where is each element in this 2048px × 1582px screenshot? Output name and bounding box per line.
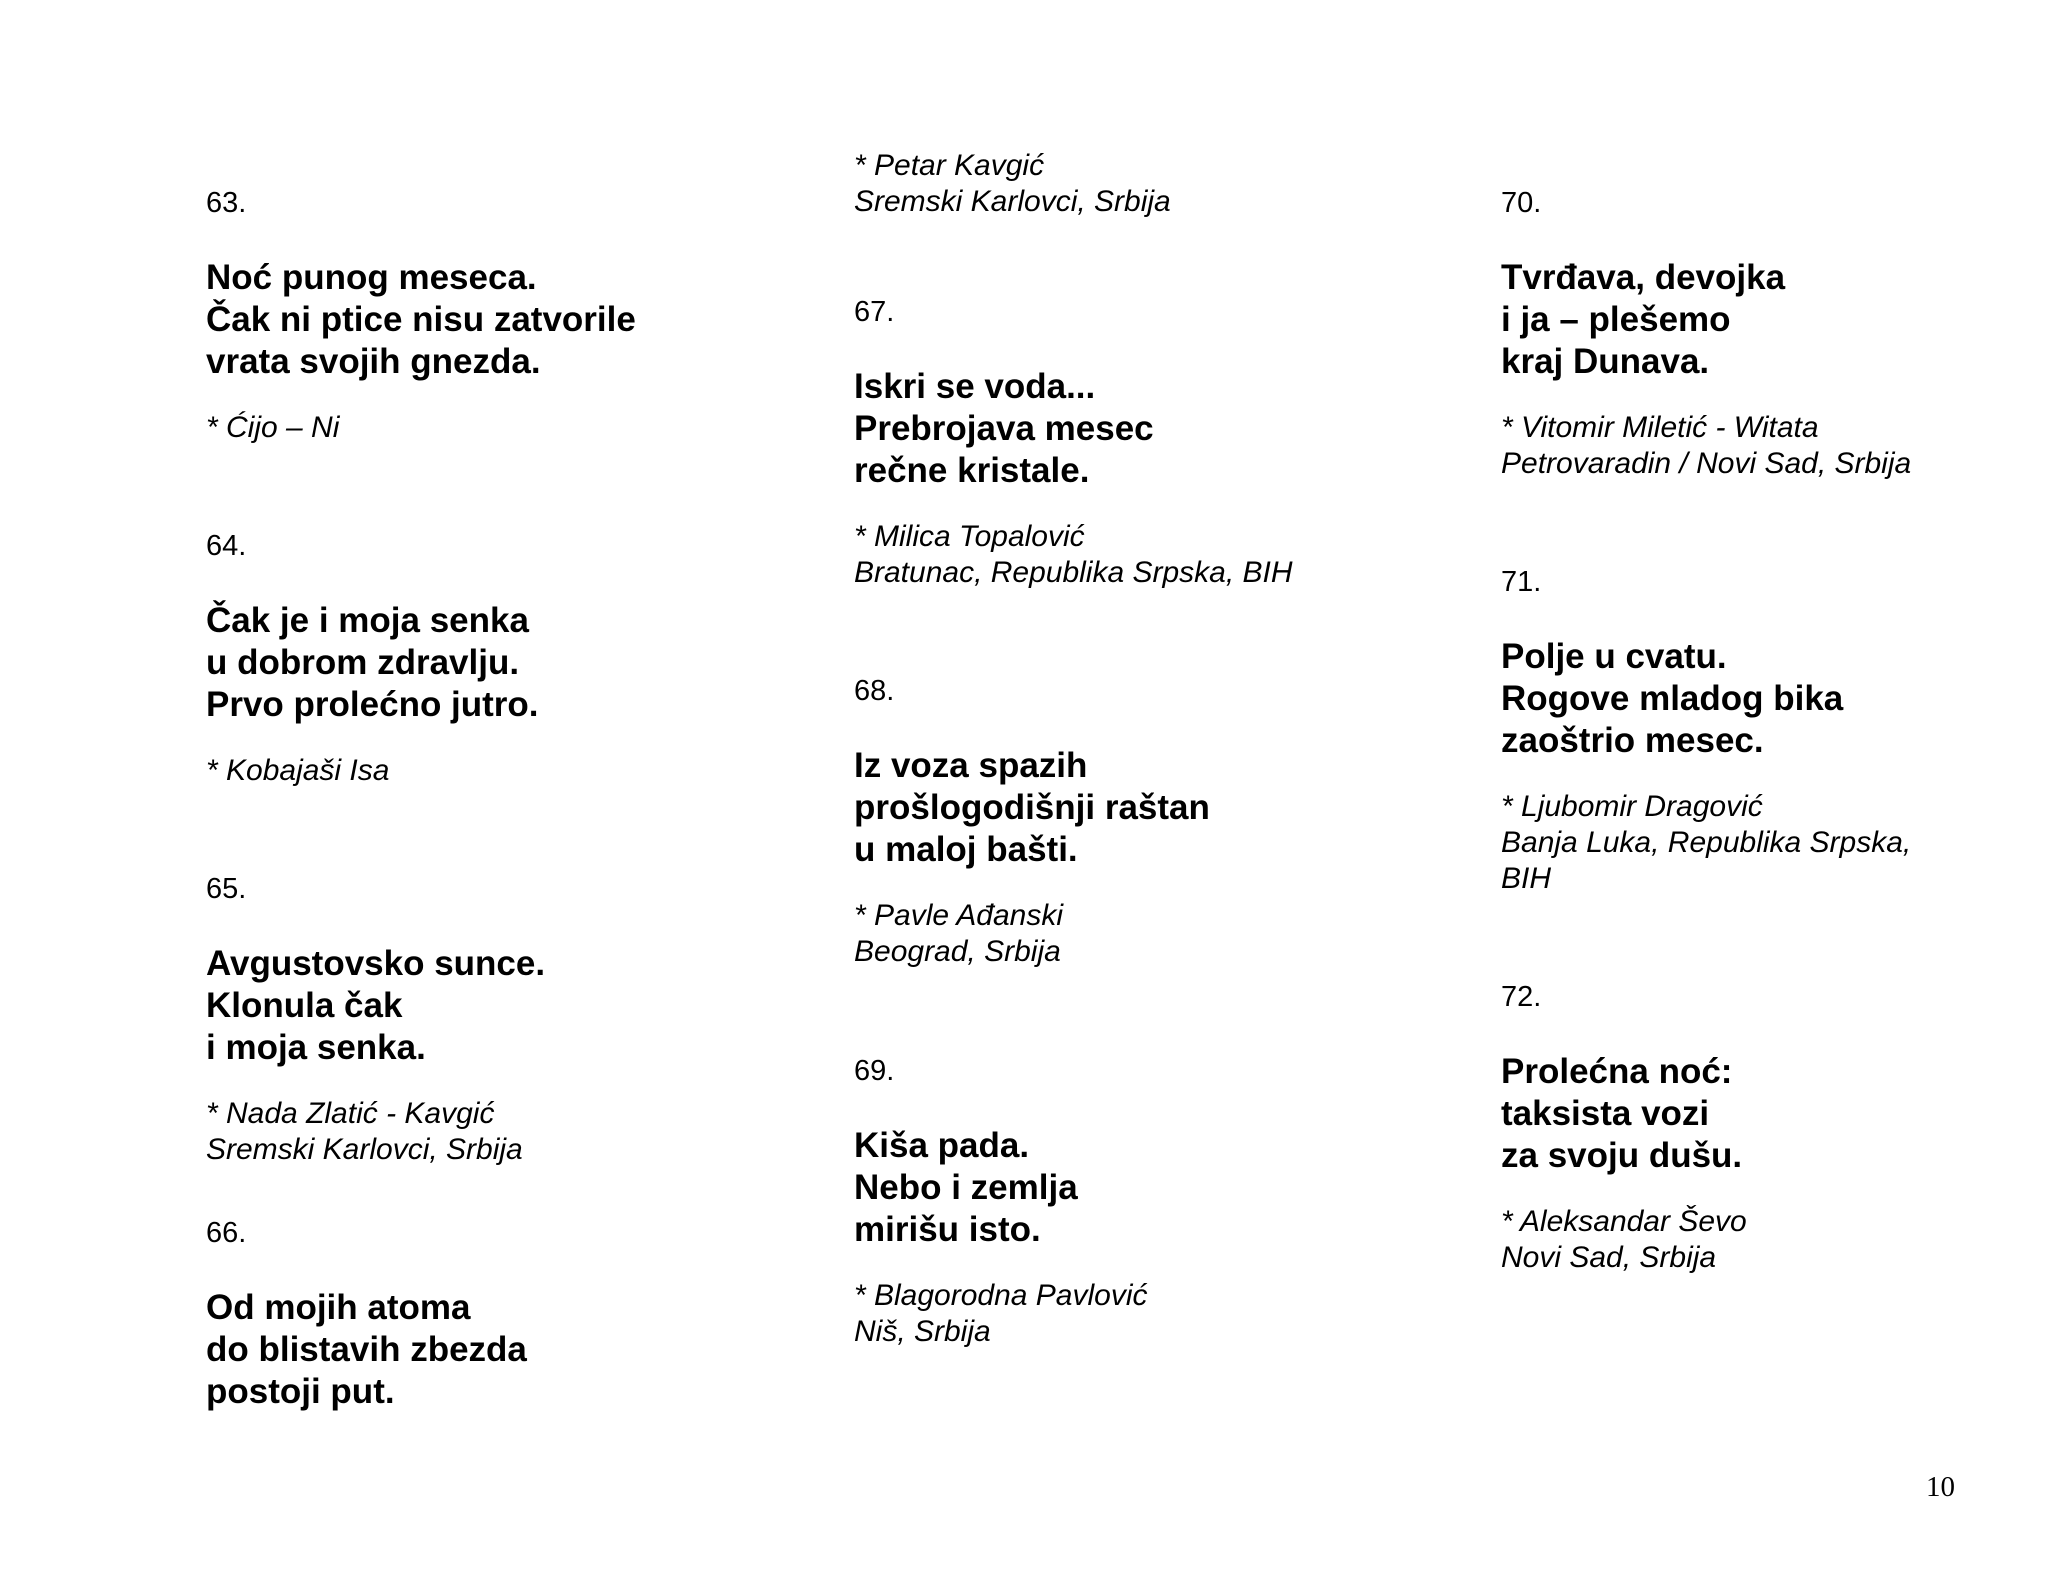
haiku-text bbox=[206, 943, 806, 1069]
haiku-line: za svoju dušu. bbox=[1501, 1136, 1743, 1175]
haiku-66-credit bbox=[854, 148, 1454, 220]
haiku-text bbox=[1501, 636, 2048, 762]
credit-line: * Vitomir Miletić - Witata bbox=[1501, 411, 1819, 444]
haiku-line: mirišu isto. bbox=[854, 1210, 1041, 1249]
haiku-line: Prvo prolećno jutro. bbox=[206, 685, 539, 724]
haiku-64 bbox=[206, 528, 806, 789]
credit-line: BIH bbox=[1501, 862, 1552, 895]
haiku-line: Čak je i moja senka bbox=[206, 601, 529, 640]
haiku-line: taksista vozi bbox=[1501, 1094, 1710, 1133]
haiku-70 bbox=[1501, 185, 2048, 482]
credit-line: Niš, Srbija bbox=[854, 1315, 991, 1348]
credit-line: Novi Sad, Srbija bbox=[1501, 1241, 1717, 1274]
haiku-line: Tvrđava, devojka bbox=[1501, 258, 1786, 297]
haiku-number: 70. bbox=[1501, 187, 1542, 219]
haiku-line: rečne kristale. bbox=[854, 451, 1090, 490]
haiku-credit bbox=[1501, 410, 2048, 482]
haiku-credit bbox=[206, 1096, 806, 1168]
haiku-line: Iskri se voda... bbox=[854, 367, 1096, 406]
credit-line: Sremski Karlovci, Srbija bbox=[206, 1133, 523, 1166]
haiku-line: u dobrom zdravlju. bbox=[206, 643, 520, 682]
haiku-number: 64. bbox=[206, 530, 247, 562]
haiku-line: Klonula čak bbox=[206, 986, 403, 1025]
haiku-line: Avgustovsko sunce. bbox=[206, 944, 546, 983]
haiku-line: i moja senka. bbox=[206, 1028, 426, 1067]
haiku-line: Od mojih atoma bbox=[206, 1288, 471, 1327]
credit-line: * Pavle Ađanski bbox=[854, 899, 1064, 932]
haiku-number: 71. bbox=[1501, 566, 1542, 598]
credit-line: Petrovaradin / Novi Sad, Srbija bbox=[1501, 447, 1912, 480]
haiku-text bbox=[854, 745, 1454, 871]
haiku-line: zaoštrio mesec. bbox=[1501, 721, 1764, 760]
haiku-credit bbox=[206, 410, 806, 446]
haiku-line: Iz voza spazih bbox=[854, 746, 1088, 785]
haiku-line: kraj Dunava. bbox=[1501, 342, 1710, 381]
haiku-credit bbox=[206, 753, 806, 789]
haiku-credit bbox=[854, 148, 1454, 220]
haiku-68 bbox=[854, 673, 1454, 970]
credit-line: * Ljubomir Dragović bbox=[1501, 790, 1763, 823]
haiku-line: Polje u cvatu. bbox=[1501, 637, 1727, 676]
haiku-credit bbox=[854, 519, 1454, 591]
haiku-number: 66. bbox=[206, 1217, 247, 1249]
haiku-72 bbox=[1501, 979, 2048, 1276]
haiku-text bbox=[206, 257, 806, 383]
credit-line: * Nada Zlatić - Kavgić bbox=[206, 1097, 495, 1130]
haiku-line: Prebrojava mesec bbox=[854, 409, 1154, 448]
haiku-credit bbox=[1501, 789, 2048, 897]
credit-line: * Petar Kavgić bbox=[854, 149, 1045, 182]
page-number: 10 bbox=[1926, 1471, 1955, 1503]
haiku-line: postoji put. bbox=[206, 1372, 395, 1411]
haiku-line: vrata svojih gnezda. bbox=[206, 342, 541, 381]
credit-line: * Ćijo – Ni bbox=[206, 411, 340, 444]
haiku-text bbox=[854, 366, 1454, 492]
haiku-line: Kiša pada. bbox=[854, 1126, 1030, 1165]
haiku-line: Rogove mladog bika bbox=[1501, 679, 1844, 718]
haiku-number: 65. bbox=[206, 873, 247, 905]
haiku-63 bbox=[206, 185, 806, 446]
credit-line: Bratunac, Republika Srpska, BIH bbox=[854, 556, 1293, 589]
credit-line: Beograd, Srbija bbox=[854, 935, 1061, 968]
credit-line: * Milica Topalović bbox=[854, 520, 1085, 553]
haiku-number: 69. bbox=[854, 1055, 895, 1087]
haiku-66 bbox=[206, 1215, 806, 1413]
haiku-line: Čak ni ptice nisu zatvorile bbox=[206, 300, 636, 339]
haiku-line: Prolećna noć: bbox=[1501, 1052, 1733, 1091]
haiku-line: Noć punog meseca. bbox=[206, 258, 537, 297]
haiku-line: prošlogodišnji raštan bbox=[854, 788, 1210, 827]
haiku-line: Nebo i zemlja bbox=[854, 1168, 1078, 1207]
haiku-67 bbox=[854, 294, 1454, 591]
haiku-number: 68. bbox=[854, 675, 895, 707]
haiku-65 bbox=[206, 871, 806, 1168]
haiku-text bbox=[206, 1287, 806, 1413]
credit-line: * Kobajaši Isa bbox=[206, 754, 390, 787]
haiku-text bbox=[1501, 257, 2048, 383]
credit-line: Banja Luka, Republika Srpska, bbox=[1501, 826, 1912, 859]
haiku-number: 72. bbox=[1501, 981, 1542, 1013]
haiku-number: 67. bbox=[854, 296, 895, 328]
haiku-credit bbox=[854, 1278, 1454, 1350]
haiku-text bbox=[206, 600, 806, 726]
credit-line: * Aleksandar Ševo bbox=[1501, 1205, 1747, 1238]
haiku-line: do blistavih zbezda bbox=[206, 1330, 527, 1369]
haiku-credit bbox=[1501, 1204, 2048, 1276]
haiku-text bbox=[1501, 1051, 2048, 1177]
haiku-number: 63. bbox=[206, 187, 247, 219]
haiku-credit bbox=[854, 898, 1454, 970]
haiku-text bbox=[854, 1125, 1454, 1251]
haiku-line: u maloj bašti. bbox=[854, 830, 1078, 869]
credit-line: Sremski Karlovci, Srbija bbox=[854, 185, 1171, 218]
haiku-line: i ja – plešemo bbox=[1501, 300, 1731, 339]
haiku-69 bbox=[854, 1053, 1454, 1350]
credit-line: * Blagorodna Pavlović bbox=[854, 1279, 1148, 1312]
haiku-71 bbox=[1501, 564, 2048, 897]
